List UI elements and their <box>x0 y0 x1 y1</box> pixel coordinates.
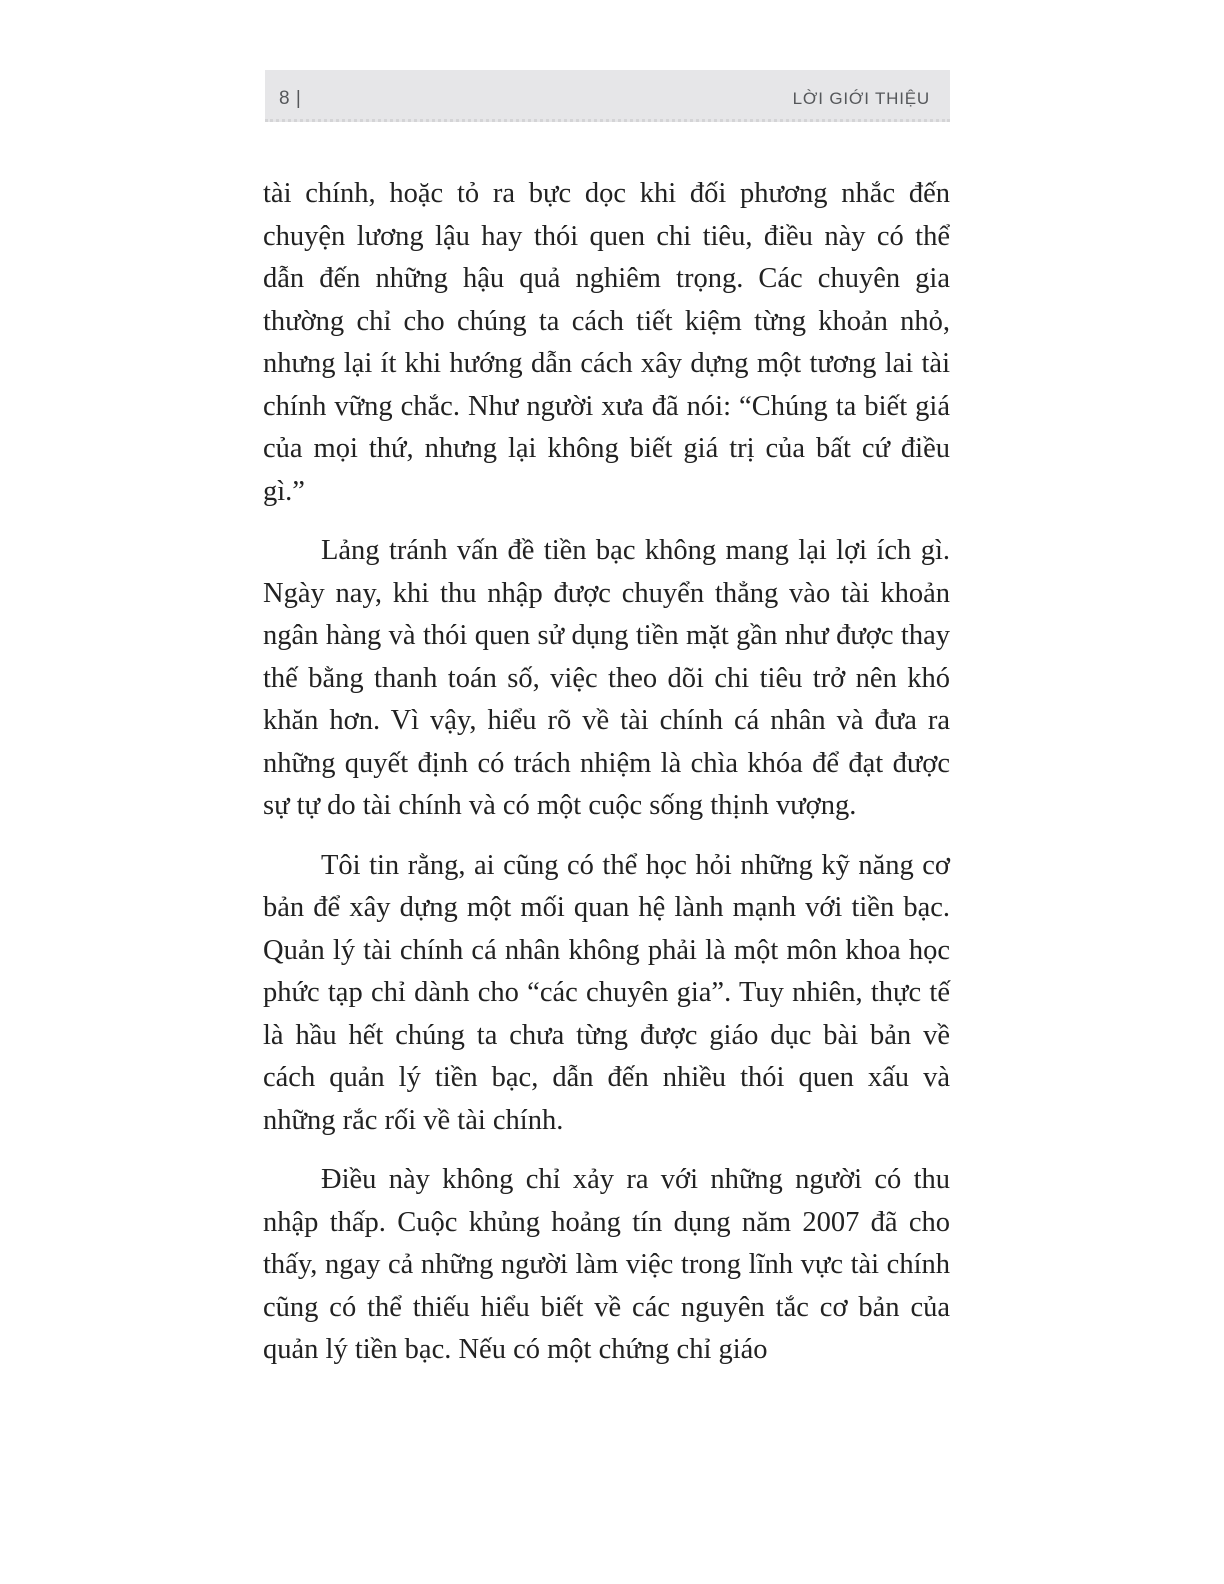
paragraph: Tôi tin rằng, ai cũng có thể học hỏi những kỹ năng cơ bản để xây dựng một mối quan hệ lành mạnh với tiền bạc. Quản lý tài chính cá nhân không phải là một môn khoa học phức tạp chỉ dành cho “các chuyên gia”. Tuy nhiên, thực tế là hầu hết chúng ta chưa từng được giáo dục bài bản về cách quản lý tiền bạc, dẫn đến nhiều thói quen xấu và những rắc rối về tài chính. <box>263 849 950 1136</box>
page-number: 8 | <box>279 88 302 109</box>
running-header <box>265 70 950 122</box>
chapter-title: LỜI GIỚI THIỆU <box>792 89 930 108</box>
body-text <box>263 173 950 1389</box>
paragraph: Điều này không chỉ xảy ra với những người có thu nhập thấp. Cuộc khủng hoảng tín dụng năm 2007 đã cho thấy, ngay cả những người làm việc trong lĩnh vực tài chính cũng có thể thiếu hiểu biết về các nguyên tắc cơ bản của quản lý tiền bạc. Nếu có một chứng chỉ giáo <box>263 1164 950 1365</box>
paragraph: tài chính, hoặc tỏ ra bực dọc khi đối phương nhắc đến chuyện lương lậu hay thói quen chi tiêu, điều này có thể dẫn đến những hậu quả nghiêm trọng. Các chuyên gia thường chỉ cho chúng ta cách tiết kiệm từng khoản nhỏ, nhưng lại ít khi hướng dẫn cách xây dựng một tương lai tài chính vững chắc. Như người xưa đã nói: “Chúng ta biết giá của mọi thứ, nhưng lại không biết giá trị của bất cứ điều gì.” <box>263 178 950 507</box>
paragraph: Lảng tránh vấn đề tiền bạc không mang lại lợi ích gì. Ngày nay, khi thu nhập được chuyển thẳng vào tài khoản ngân hàng và thói quen sử dụng tiền mặt gần như được thay thế bằng thanh toán số, việc theo dõi chi tiêu trở nên khó khăn hơn. Vì vậy, hiểu rõ về tài chính cá nhân và đưa ra những quyết định có trách nhiệm là chìa khóa để đạt được sự tự do tài chính và có một cuộc sống thịnh vượng. <box>263 535 950 821</box>
